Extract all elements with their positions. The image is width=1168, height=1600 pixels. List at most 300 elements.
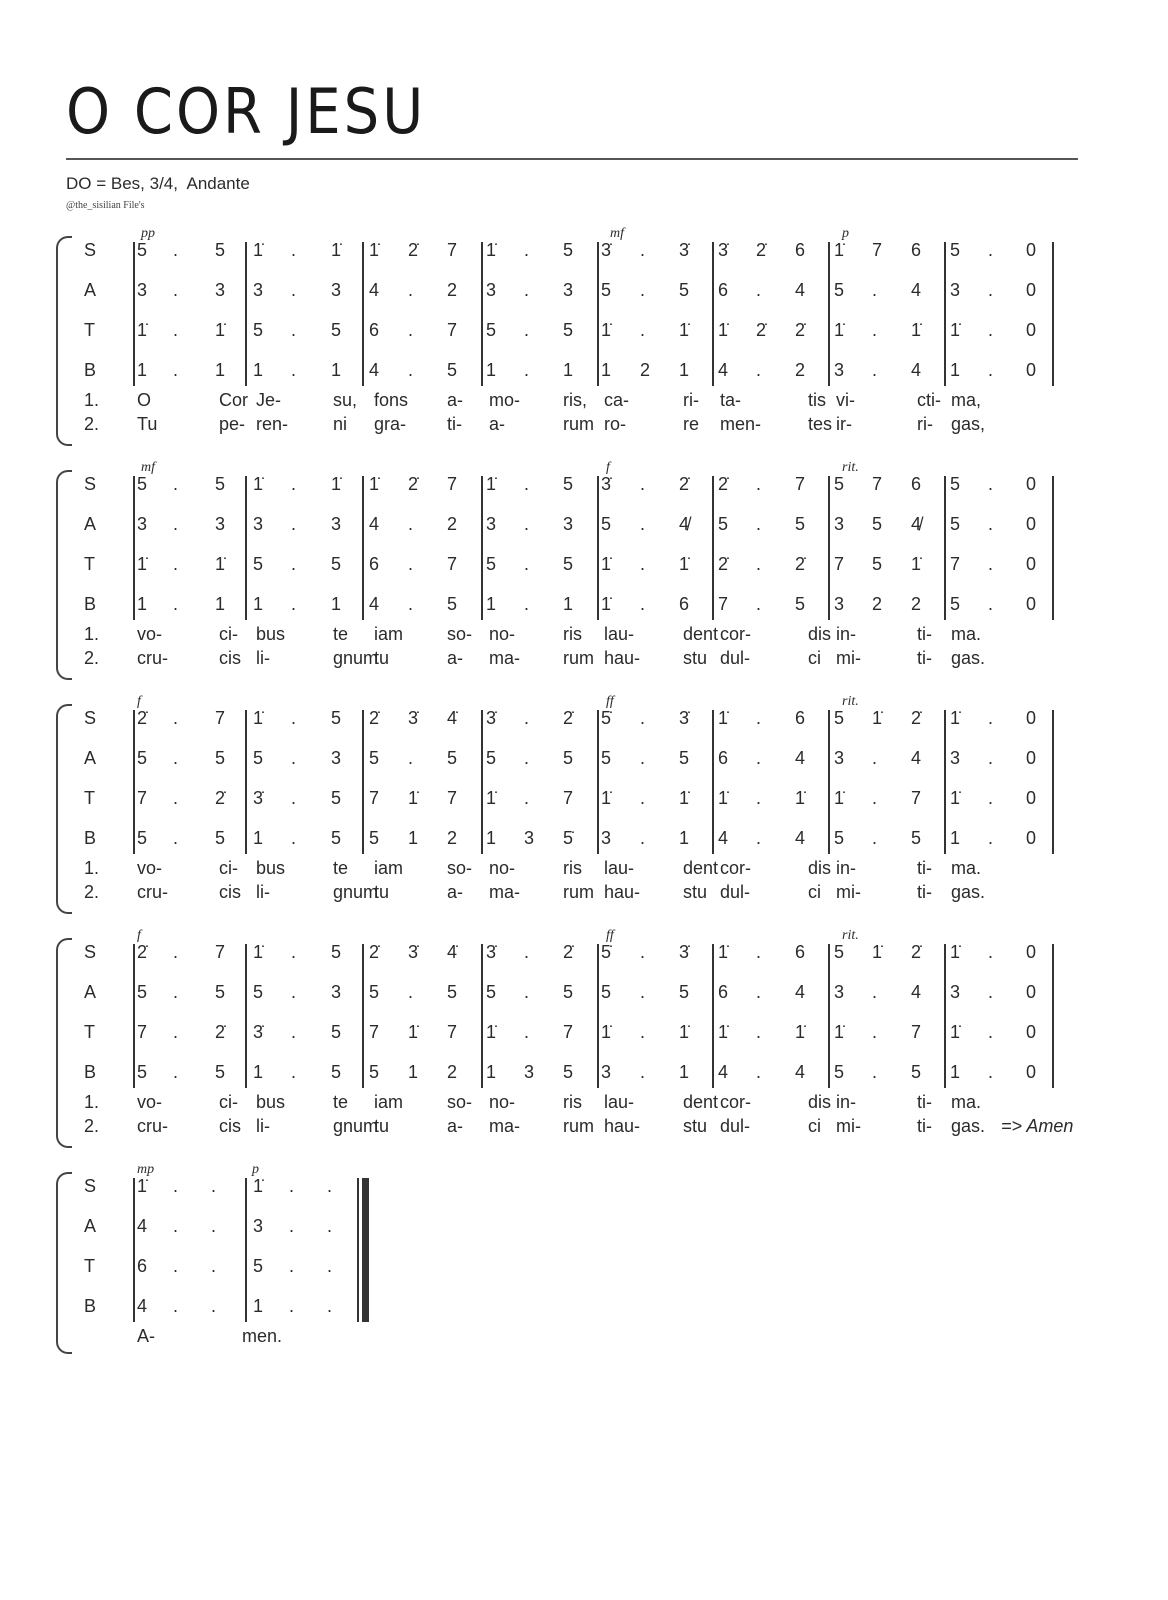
note: 5 [486,554,497,574]
amen-cue: => Amen [1001,1116,1074,1136]
note: . [173,1216,179,1236]
lyric-syllable: tu [374,648,390,668]
note: 1̇ [795,1022,806,1042]
note: . [289,1176,295,1196]
bar-line [133,476,135,620]
bar-line [597,476,599,620]
bar-line [1052,242,1054,386]
note: 1̇ [601,1022,612,1042]
note: 1 [679,1062,690,1082]
note: 1̇ [215,320,226,340]
note: . [211,1296,217,1316]
note: 2̇ [563,708,574,728]
note: 5 [563,240,574,260]
note: . [756,1062,762,1082]
note: 1̇ [331,240,342,260]
note: 5 [601,514,612,534]
note: . [524,320,530,340]
lyric-syllable: cru- [137,648,168,668]
note: 5 [447,982,458,1002]
lyric-syllable: hau- [604,648,641,668]
note: . [524,594,530,614]
note: . [173,942,179,962]
lyric-syllable: bus [256,858,286,878]
dynamic-marking: f [606,460,610,475]
note: 5̇ [563,828,574,848]
lyric-syllable: ma- [489,648,520,668]
note: 5 [911,1062,922,1082]
note: 1 [408,828,419,848]
dynamic-marking: ff [606,694,614,709]
note: 4 [137,1296,148,1316]
lyric-syllable: vo- [137,624,163,644]
note: 7 [563,1022,574,1042]
note: 0 [1026,320,1037,340]
note: 3 [253,514,264,534]
note: 0 [1026,360,1037,380]
lyric-syllable: ris [563,624,582,644]
note: 1̇ [679,554,690,574]
note: 2̇ [137,708,148,728]
note: 7 [137,788,148,808]
note: . [988,1022,994,1042]
page-title: O COR JESU [66,76,427,149]
note: 3 [331,514,342,534]
dynamic-marking: mf [141,460,155,475]
lyric-syllable: vo- [137,1092,163,1112]
lyric-syllable: iam [374,1092,404,1112]
note: . [524,554,530,574]
note: . [173,828,179,848]
lyric-syllable: A- [137,1326,155,1346]
note: 1̇ [601,788,612,808]
lyric-syllable: dent [683,624,719,644]
voice-label: B [84,828,97,848]
note: 5 [950,594,961,614]
note: 4̸ [679,514,690,534]
note: . [988,594,994,614]
bar-line [597,710,599,854]
note: 4 [718,828,729,848]
lyric-syllable: Je- [256,390,282,410]
lyric-syllable: rum [563,648,594,668]
note: 6 [369,320,380,340]
note: 5 [872,514,883,534]
note: 3 [834,982,845,1002]
note: . [640,514,646,534]
lyric-syllable: vo- [137,858,163,878]
note: 7 [872,240,883,260]
note: 0 [1026,1062,1037,1082]
note: . [408,514,414,534]
note: 1 [331,360,342,380]
note: 2̇ [795,320,806,340]
voice-label: B [84,1062,97,1082]
note: . [640,788,646,808]
final-bar-thick [362,1178,369,1322]
note: 5 [137,1062,148,1082]
note: 5 [834,474,845,494]
note: . [988,1062,994,1082]
lyric-syllable: stu [683,882,708,902]
note: 3 [524,1062,535,1082]
dynamic-marking: mp [137,1162,155,1177]
note: . [289,1296,295,1316]
note: 5 [369,1062,380,1082]
note: 1̇ [331,474,342,494]
note: 2̇ [679,474,690,494]
lyric-syllable: gnum [333,648,379,668]
bar-line [133,944,135,1088]
note: 5 [601,982,612,1002]
lyric-syllable: ti- [917,882,932,902]
lyric-syllable: ci- [219,624,238,644]
note: 5 [950,240,961,260]
note: . [988,514,994,534]
note: . [756,828,762,848]
bar-line [712,710,714,854]
lyric-syllable: so- [447,624,473,644]
lyric-syllable: ri- [917,414,933,434]
lyric-syllable: ma. [951,858,982,878]
note: . [289,1216,295,1236]
lyric-syllable: lau- [604,624,635,644]
note: 5 [215,982,226,1002]
note: . [173,320,179,340]
note: 3 [563,514,574,534]
note: 3̇ [601,474,612,494]
note: . [988,828,994,848]
bar-line [133,1178,135,1322]
voice-label: T [84,1256,95,1276]
lyric-syllable: lau- [604,858,635,878]
lyric-syllable: bus [256,1092,286,1112]
note: 7 [137,1022,148,1042]
note: 6 [369,554,380,574]
dynamic-marking: p [252,1162,259,1177]
note: 3 [137,514,148,534]
note: 6 [137,1256,148,1276]
note: 1̇ [834,320,845,340]
note: 1 [215,594,226,614]
note: 1̇ [911,320,922,340]
lyric-syllable: rum [563,882,594,902]
lyric-syllable: Tu [137,414,158,434]
note: 4 [795,982,806,1002]
note: 3̇ [408,708,419,728]
note: 2̇ [718,554,729,574]
note: 1̇ [834,1022,845,1042]
note: 4 [369,280,380,300]
note: 3̇ [718,240,729,260]
lyric-syllable: ci [808,648,821,668]
note: 1 [253,1062,264,1082]
lyric-syllable: gra- [374,414,407,434]
note: 1̇ [679,788,690,808]
note: 3 [524,828,535,848]
note: . [988,708,994,728]
note: . [173,240,179,260]
note: . [640,474,646,494]
note: . [211,1176,217,1196]
note: 2̇ [408,240,419,260]
note: 0 [1026,828,1037,848]
note: 5 [331,708,342,728]
note: 4 [795,828,806,848]
note: 0 [1026,514,1037,534]
note: 5 [137,240,148,260]
lyric-syllable: cru- [137,1116,168,1136]
note: 1̇ [601,320,612,340]
note: 6 [795,240,806,260]
note: . [872,1062,878,1082]
note: . [640,982,646,1002]
verse-number: 2. [84,1116,100,1136]
lyric-syllable: ma- [489,1116,520,1136]
note: 2̇ [718,474,729,494]
note: . [640,828,646,848]
note: 1 [253,594,264,614]
note: . [524,514,530,534]
note: 5 [447,360,458,380]
voice-label: T [84,1022,95,1042]
note: . [524,942,530,962]
note: 1̇ [369,474,380,494]
bar-line [828,710,830,854]
note: 5 [679,748,690,768]
verse-number: 2. [84,414,100,434]
note: 5 [834,828,845,848]
lyric-syllable: a- [447,1116,464,1136]
note: 3 [331,280,342,300]
note: 2̇ [911,708,922,728]
lyric-syllable: iam [374,624,404,644]
voice-label: B [84,1296,97,1316]
note: 1̇ [486,1022,497,1042]
note: . [524,708,530,728]
note: 1 [331,594,342,614]
note: 7 [215,942,226,962]
note: . [408,554,414,574]
note: 5 [331,942,342,962]
lyric-syllable: dis [808,858,832,878]
note: . [756,748,762,768]
note: 5 [215,474,226,494]
note: 3 [137,280,148,300]
verse-number: 1. [84,858,100,878]
credit-line: @the_sisilian File's [66,200,145,211]
lyric-syllable: li- [256,1116,270,1136]
note: . [289,1256,295,1276]
voice-label: T [84,320,95,340]
voice-label: T [84,554,95,574]
note: 5 [369,748,380,768]
note: . [327,1216,333,1236]
note: . [872,748,878,768]
note: . [291,828,297,848]
note: 2̇ [369,708,380,728]
note: 2̇ [563,942,574,962]
voice-label: B [84,360,97,380]
note: . [988,982,994,1002]
note: . [756,594,762,614]
lyric-syllable: ti- [447,414,462,434]
lyric-syllable: cis [219,1116,241,1136]
dynamic-marking: ff [606,928,614,943]
lyric-syllable: a- [447,648,464,668]
note: 7 [447,554,458,574]
note: 5 [331,554,342,574]
note: 1̇ [601,594,612,614]
note: 1̇ [408,788,419,808]
lyric-syllable: li- [256,882,270,902]
note: 3̇ [486,708,497,728]
verse-number: 2. [84,648,100,668]
note: 5 [369,828,380,848]
lyric-syllable: tis [808,390,826,410]
note: . [872,788,878,808]
note: 5 [447,594,458,614]
note: 6 [718,280,729,300]
dynamic-marking: f [137,928,141,943]
note: . [756,708,762,728]
note: 3̇ [679,708,690,728]
note: . [173,360,179,380]
note: . [291,280,297,300]
note: 1̇ [137,554,148,574]
bar-line [944,242,946,386]
note: 5 [253,982,264,1002]
note: 4̸ [911,514,922,534]
note: 7 [447,1022,458,1042]
bar-line [597,242,599,386]
note: . [524,474,530,494]
lyric-syllable: tu [374,1116,390,1136]
note: 6 [718,748,729,768]
note: 5 [253,1256,264,1276]
note: 1̇ [950,1022,961,1042]
note: . [173,474,179,494]
note: 4 [369,594,380,614]
note: 3̇ [253,1022,264,1042]
bar-line [481,944,483,1088]
voice-label: A [84,748,97,768]
dynamic-marking: pp [141,226,155,241]
note: 4̇ [447,708,458,728]
bar-line [828,476,830,620]
lyric-syllable: ta- [720,390,742,410]
note: 5 [679,280,690,300]
lyric-syllable: cis [219,648,241,668]
lyric-syllable: fons [374,390,409,410]
note: 3 [253,280,264,300]
note: 7 [369,788,380,808]
note: 5 [253,554,264,574]
note: . [872,280,878,300]
lyric-syllable: men. [242,1326,283,1346]
note: . [327,1296,333,1316]
lyric-syllable: in- [836,624,857,644]
note: . [524,1022,530,1042]
note: 1̇ [834,240,845,260]
note: 0 [1026,594,1037,614]
note: . [988,320,994,340]
note: 2 [640,360,651,380]
lyric-syllable: rum [563,414,594,434]
note: 5 [137,748,148,768]
note: 2 [447,280,458,300]
note: 1̇ [679,1022,690,1042]
note: 1 [408,1062,419,1082]
note: 2 [872,594,883,614]
note: 1 [950,828,961,848]
note: 4 [911,280,922,300]
voice-label: S [84,240,97,260]
note: 7 [369,1022,380,1042]
system-brace [56,236,72,446]
note: 1 [137,360,148,380]
note: . [173,514,179,534]
note: 3 [950,748,961,768]
system-brace [56,1172,72,1354]
note: . [756,360,762,380]
note: . [408,280,414,300]
lyric-syllable: re [683,414,700,434]
bar-line [712,476,714,620]
bar-line [481,242,483,386]
note: . [291,1062,297,1082]
note: 4 [911,360,922,380]
lyric-syllable: Cor [219,390,249,410]
voice-label: S [84,942,97,962]
note: . [173,1176,179,1196]
verse-number: 2. [84,882,100,902]
lyric-syllable: te [333,1092,349,1112]
system-brace [56,470,72,680]
note: 4 [795,748,806,768]
note: 1̇ [215,554,226,574]
bar-line [245,710,247,854]
note: . [640,240,646,260]
note: 1 [137,594,148,614]
lyric-syllable: in- [836,1092,857,1112]
lyric-syllable: stu [683,1116,708,1136]
note: 5 [563,748,574,768]
note: 3̇ [408,942,419,962]
note: 1 [601,360,612,380]
note: 6 [795,942,806,962]
lyric-syllable: vi- [836,390,855,410]
note: 1̇ [950,320,961,340]
lyric-syllable: bus [256,624,286,644]
dynamic-marking: p [842,226,849,241]
lyric-syllable: dent [683,858,719,878]
note: 5 [137,474,148,494]
note: 1̇ [872,942,883,962]
lyric-syllable: rum [563,1116,594,1136]
lyric-syllable: ro- [604,414,626,434]
note: 7 [950,554,961,574]
note: 4 [369,360,380,380]
lyric-syllable: no- [489,858,516,878]
note: 5 [563,554,574,574]
note: 1̇ [795,788,806,808]
note: 3 [486,280,497,300]
note: . [640,748,646,768]
note: 2̇ [369,942,380,962]
note: 5 [253,320,264,340]
note: 1 [679,828,690,848]
